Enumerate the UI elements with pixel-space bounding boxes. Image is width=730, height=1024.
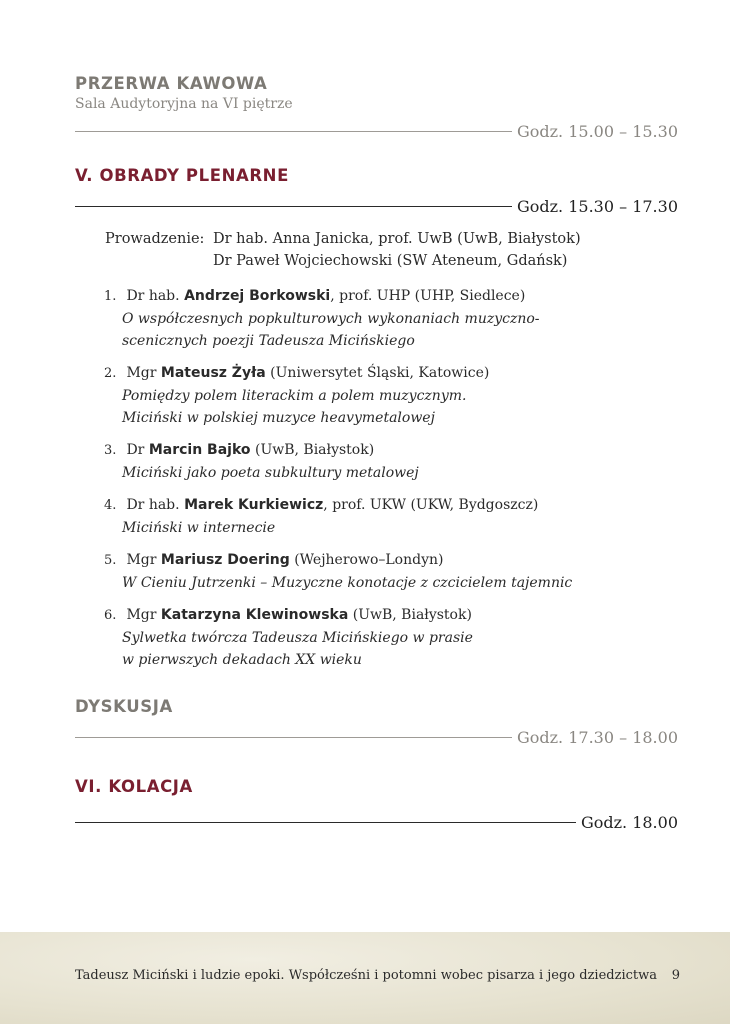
talk-speaker: Marcin Bajko bbox=[148, 442, 251, 458]
divider-line bbox=[75, 737, 512, 738]
talk-speaker: Mariusz Doering bbox=[160, 552, 290, 568]
talk-degree: Dr bbox=[126, 442, 145, 458]
talk-title-line: Miciński w internecie bbox=[122, 520, 276, 536]
talk-speaker: Mateusz Żyła bbox=[160, 365, 266, 381]
talk-affiliation: , prof. UKW (UKW, Bydgoszcz) bbox=[323, 497, 539, 513]
talk-number: 2. bbox=[104, 366, 117, 381]
talk-number: 4. bbox=[104, 498, 117, 513]
chair-name: Dr Paweł Wojciechowski (SW Ateneum, Gdańsk) bbox=[213, 253, 568, 269]
talk-degree: Dr hab. bbox=[126, 288, 180, 304]
talk-title-line: Pomiędzy polem literackim a polem muzycznym. bbox=[122, 388, 467, 404]
chair-name: Dr hab. Anna Janicka, prof. UwB (UwB, Białystok) bbox=[213, 231, 581, 247]
talk-item bbox=[104, 285, 664, 352]
coffee-break-timeline bbox=[75, 119, 678, 143]
discussion-section bbox=[75, 697, 678, 749]
coffee-break-location: Sala Audytoryjna na VI piętrze bbox=[75, 96, 293, 112]
talk-title-line: scenicznych poezji Tadeusza Micińskiego bbox=[122, 333, 415, 349]
coffee-break-heading: PRZERWA KAWOWA bbox=[75, 74, 268, 93]
discussion-heading: DYSKUSJA bbox=[75, 697, 173, 716]
talk-degree: Mgr bbox=[126, 365, 157, 381]
divider-line bbox=[75, 206, 512, 207]
talk-item bbox=[104, 494, 664, 539]
talk-item bbox=[104, 604, 664, 671]
plenary-heading: V. OBRADY PLENARNE bbox=[75, 166, 289, 185]
talk-title-line: Miciński w polskiej muzyce heavymetalowej bbox=[122, 410, 435, 426]
talk-title-line: Miciński jako poeta subkultury metalowej bbox=[122, 465, 419, 481]
discussion-timeline bbox=[75, 725, 678, 749]
footer-title: Tadeusz Miciński i ludzie epoki. Współcześni i potomni wobec pisarza i jego dziedzictwa bbox=[75, 968, 657, 983]
talk-affiliation: (Uniwersytet Śląski, Katowice) bbox=[265, 365, 490, 381]
talk-number: 6. bbox=[104, 608, 117, 623]
talk-degree: Mgr bbox=[126, 552, 157, 568]
talk-list bbox=[104, 285, 664, 681]
talk-number: 1. bbox=[104, 289, 117, 304]
divider-line bbox=[75, 822, 576, 823]
talk-affiliation: (UwB, Białystok) bbox=[250, 442, 375, 458]
talk-speaker: Katarzyna Klewinowska bbox=[160, 607, 349, 623]
chairs-block bbox=[105, 228, 581, 272]
talk-speaker: Marek Kurkiewicz bbox=[184, 497, 324, 513]
talk-title-line: Sylwetka twórcza Tadeusza Micińskiego w prasie bbox=[122, 630, 473, 646]
talk-affiliation: , prof. UHP (UHP, Siedlece) bbox=[330, 288, 526, 304]
dinner-timeline bbox=[75, 810, 678, 834]
coffee-break-time: Godz. 15.00 – 15.30 bbox=[516, 121, 678, 141]
talk-speaker: Andrzej Borkowski bbox=[184, 288, 331, 304]
page-number: 9 bbox=[671, 968, 680, 983]
talk-title-line: W Cieniu Jutrzenki – Muzyczne konotacje z czcicielem tajemnic bbox=[122, 575, 573, 591]
divider-line bbox=[75, 131, 512, 132]
talk-degree: Mgr bbox=[126, 607, 157, 623]
talk-number: 3. bbox=[104, 443, 117, 458]
plenary-section bbox=[75, 166, 678, 218]
talk-affiliation: (Wejherowo–Londyn) bbox=[289, 552, 444, 568]
talk-title-line: O współczesnych popkulturowych wykonaniach muzyczno- bbox=[122, 311, 540, 327]
dinner-section bbox=[75, 777, 678, 834]
plenary-timeline bbox=[75, 194, 678, 218]
plenary-time: Godz. 15.30 – 17.30 bbox=[516, 196, 678, 216]
talk-degree: Dr hab. bbox=[126, 497, 180, 513]
discussion-time: Godz. 17.30 – 18.00 bbox=[516, 727, 678, 747]
talk-item bbox=[104, 439, 664, 484]
dinner-time: Godz. 18.00 bbox=[580, 812, 678, 832]
talk-number: 5. bbox=[104, 553, 117, 568]
chair-label: Prowadzenie: bbox=[105, 231, 205, 247]
coffee-break-section bbox=[75, 74, 678, 143]
talk-affiliation: (UwB, Białystok) bbox=[348, 607, 472, 623]
page-footer bbox=[0, 932, 730, 1024]
dinner-heading: VI. KOLACJA bbox=[75, 777, 193, 796]
talk-title-line: w pierwszych dekadach XX wieku bbox=[122, 652, 362, 668]
talk-item bbox=[104, 549, 664, 594]
talk-item bbox=[104, 362, 664, 429]
